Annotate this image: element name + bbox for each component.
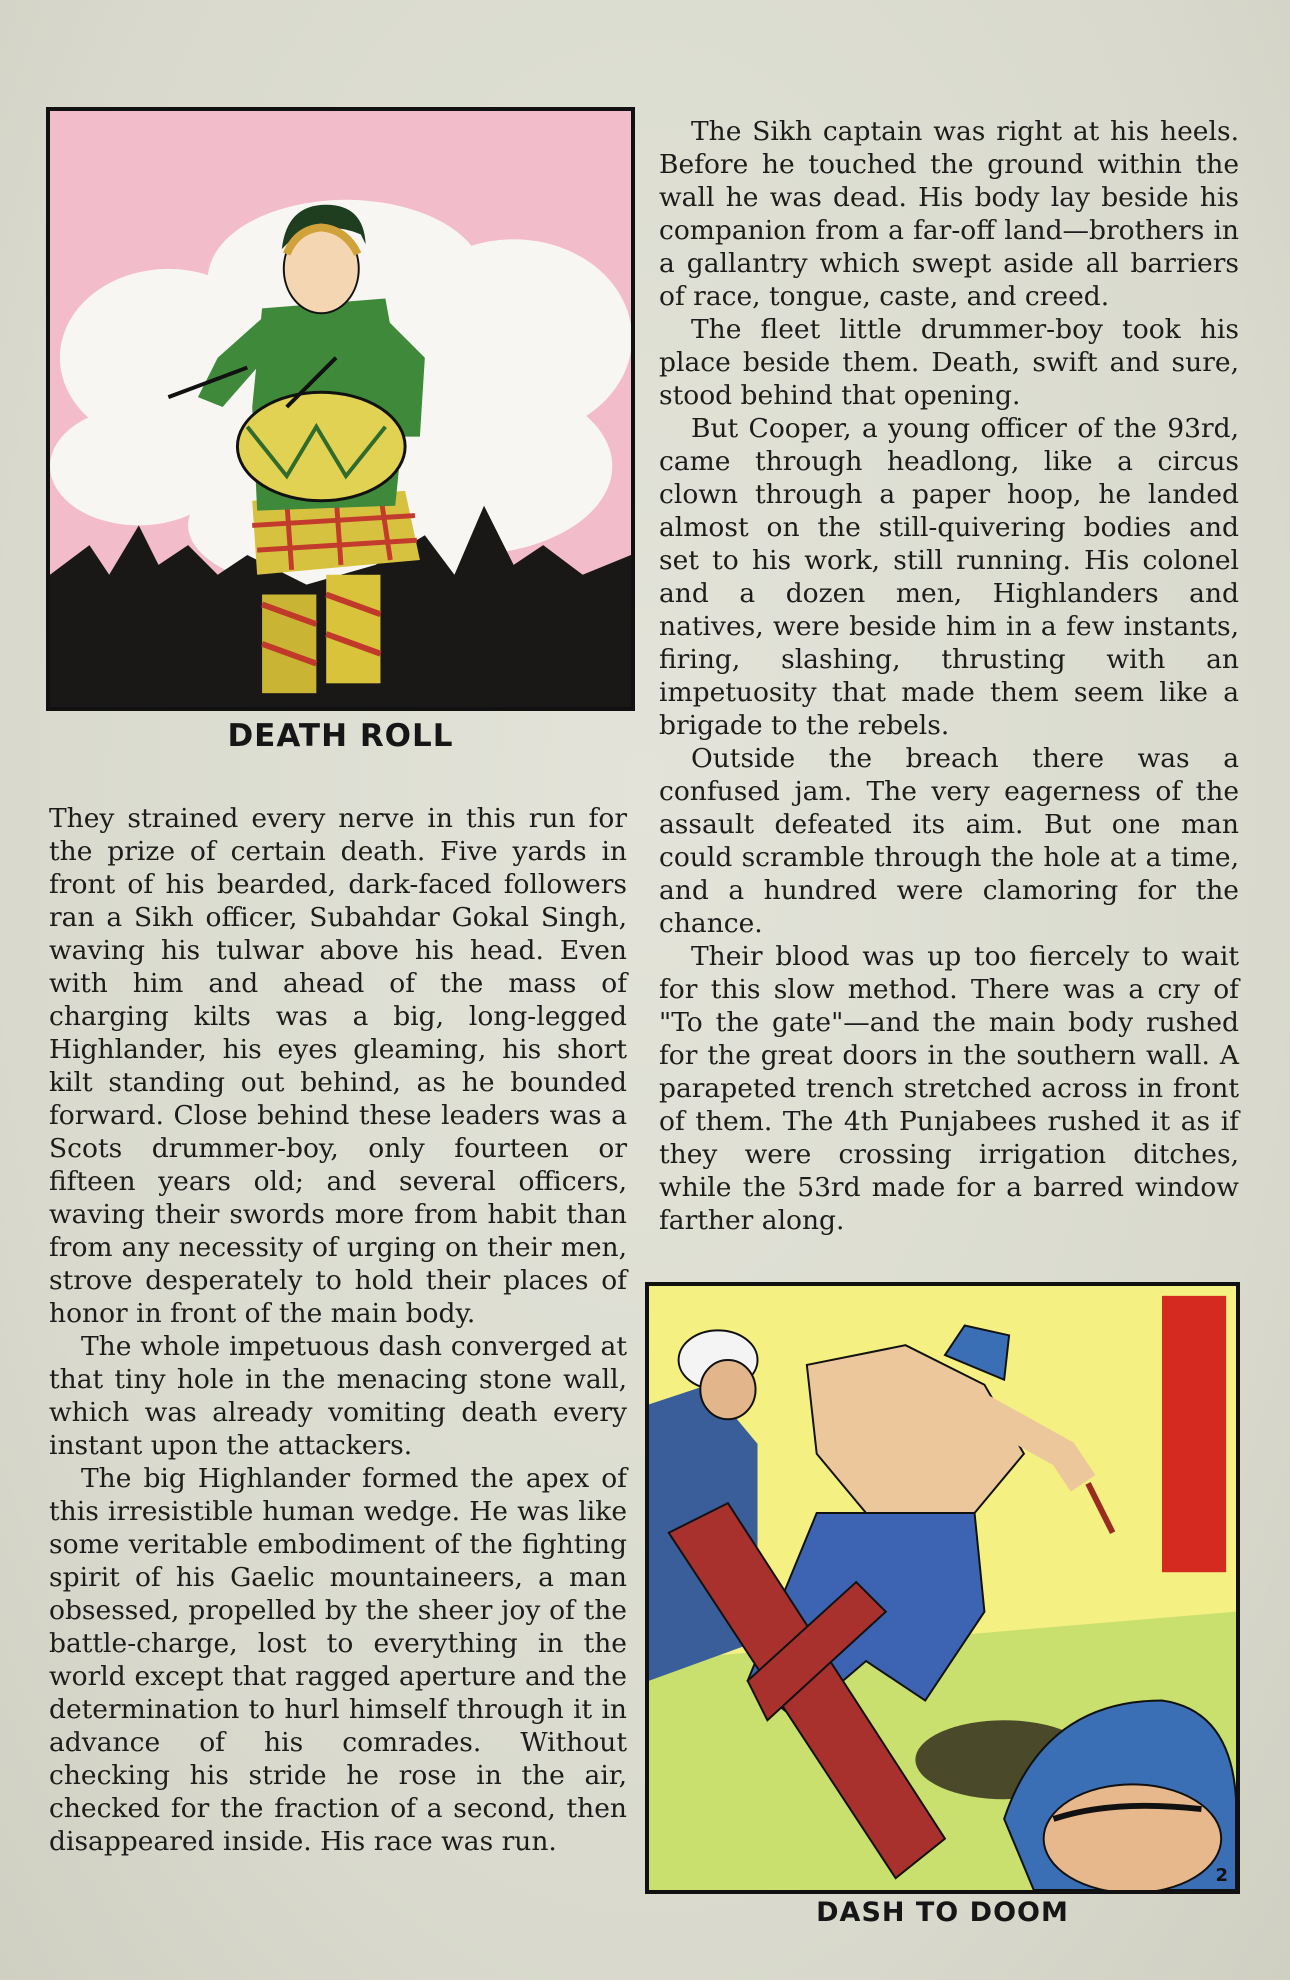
left-text-column	[49, 802, 627, 1858]
paragraph: The whole impetuous dash converged at that tiny hole in the menacing stone wall, which was already vomiting death every instant upon the attackers.	[49, 1331, 627, 1461]
breach-assault-illustration	[649, 1286, 1236, 1890]
paragraph: Their blood was up too fiercely to wait for this slow method. There was a cry of "To the gate"—and the main body rushed for the great doors in the southern wall. A parapeted trench stretched across in front of them. The 4th Punjabees rushed it as if they were crossing irrigation ditches, while the 53rd made for a barred window farther along.	[659, 941, 1239, 1236]
paragraph: The Sikh captain was right at his heels. Before he touched the ground within the wall he was dead. His body lay beside his companion from a far-off land—brothers in a gallantry which swept aside all barriers of race, tongue, caste, and creed.	[659, 116, 1239, 312]
drummer-boy-illustration	[50, 111, 631, 707]
caption-dash-to-doom: DASH TO DOOM	[816, 1897, 1069, 1928]
right-text-column	[659, 115, 1239, 1237]
paragraph: Outside the breach there was a confused jam. The very eagerness of the assault defeated its aim. But one man could scramble through the hole at a time, and a hundred were clamoring for the chance.	[659, 743, 1239, 939]
panel-death-roll	[46, 107, 635, 711]
paragraph: The big Highlander formed the apex of this irresistible human wedge. He was like some veritable embodiment of the fighting spirit of his Gaelic mountaineers, a man obsessed, propelled by the sheer joy of the battle-charge, lost to everything in the world except that ragged aperture and the determination to hurl himself through it in advance of his comrades. Without checking his stride he rose in the air, checked for the fraction of a second, then disappeared inside. His race was run.	[49, 1463, 627, 1857]
paragraph: The fleet little drummer-boy took his place beside them. Death, swift and sure, stood behind that opening.	[659, 314, 1239, 411]
panel-dash-to-doom	[645, 1282, 1240, 1894]
caption-death-roll: DEATH ROLL	[227, 718, 454, 754]
paragraph: But Cooper, a young officer of the 93rd, came through headlong, like a circus clown through a paper hoop, he landed almost on the still-quivering bodies and set to his work, still running. His colonel and a dozen men, Highlanders and natives, were beside him in a few instants, firing, slashing, thrusting with an impetuosity that made them seem like a brigade to the rebels.	[659, 413, 1239, 741]
paragraph: They strained every nerve in this run for the prize of certain death. Five yards in front of his bearded, dark-faced followers ran a Sikh officer, Subahdar Gokal Singh, waving his tulwar above his head. Even with him and ahead of the mass of charging kilts was a big, long-legged Highlander, his eyes gleaming, his short kilt standing out behind, as he bounded forward. Close behind these leaders was a Scots drummer-boy, only fourteen or fifteen years old; and several officers, waving their swords more from habit than from any necessity of urging on their men, strove desperately to hold their places of honor in front of the main body.	[49, 803, 627, 1329]
panel-number: 2	[1215, 1865, 1228, 1886]
